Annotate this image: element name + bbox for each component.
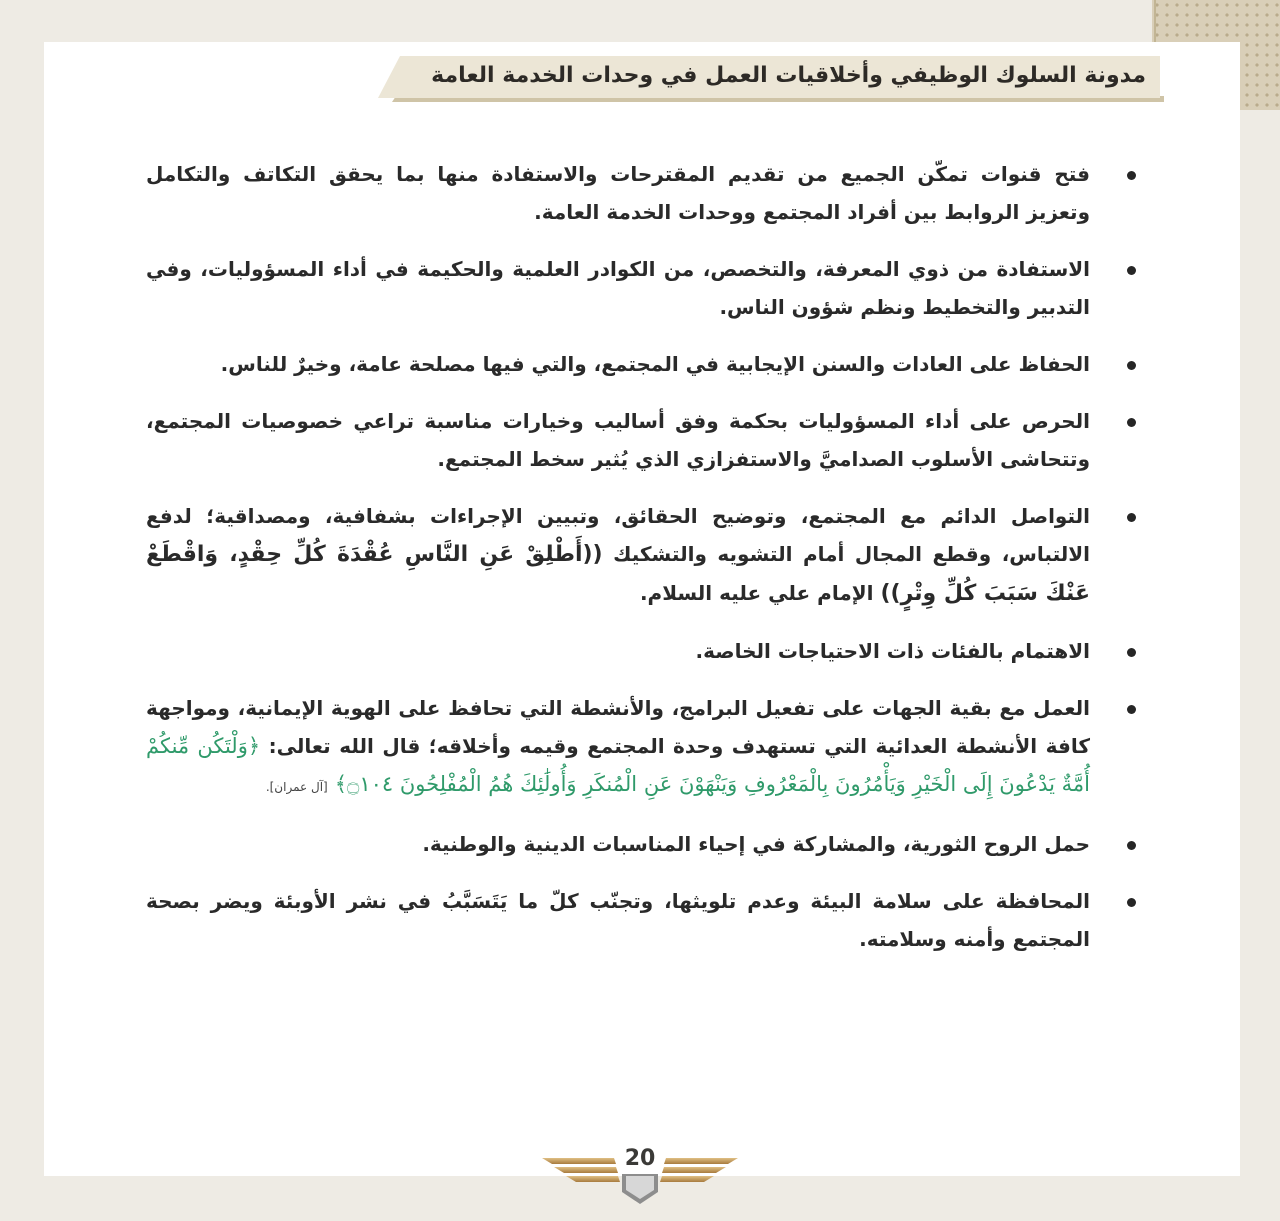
- verse-reference: [آل عمران].: [265, 780, 328, 794]
- bullet-text: الحفاظ على العادات والسنن الإيجابية في المجتمع، والتي فيها مصلحة عامة، وخيرٌ للناس.: [220, 352, 1090, 376]
- bullet-dot-icon: [1127, 898, 1136, 907]
- bullet-list: [146, 155, 1136, 977]
- bullet-item-1: [146, 155, 1136, 231]
- bullet-item-7: [146, 689, 1136, 806]
- quran-verse: ﴿وَلْتَكُن مِّنكُمْ أُمَّةٌ يَدْعُونَ إِلَى الْخَيْرِ وَيَأْمُرُونَ بِالْمَعْرُوفِ وَيَنْهَوْنَ عَنِ الْمُنكَرِ وَأُولَٰئِكَ هُمُ الْمُفْلِحُونَ ۝١٠٤﴾: [146, 734, 1090, 796]
- bullet-item-8: [146, 825, 1136, 863]
- bullet-dot-icon: [1127, 418, 1136, 427]
- page-header-title: مدونة السلوك الوظيفي وأخلاقيات العمل في وحدات الخدمة العامة: [431, 63, 1146, 88]
- bullet-dot-icon: [1127, 266, 1136, 275]
- bullet-text: الحرص على أداء المسؤوليات بحكمة وفق أساليب وخيارات مناسبة تراعي خصوصيات المجتمع، وتتحاشى الأسلوب الصداميَّ والاستفزازي الذي يُثير سخط المجتمع.: [146, 409, 1090, 471]
- quote-attribution: الإمام علي عليه السلام.: [639, 581, 874, 605]
- bullet-text: الاهتمام بالفئات ذات الاحتياجات الخاصة.: [695, 639, 1090, 663]
- bullet-text: حمل الروح الثورية، والمشاركة في إحياء المناسبات الدينية والوطنية.: [422, 832, 1090, 856]
- bullet-text: فتح قنوات تمكّن الجميع من تقديم المقترحات والاستفادة منها بما يحقق التكاتف والتكامل وتعزيز الروابط بين أفراد المجتمع ووحدات الخدمة العامة.: [146, 162, 1090, 224]
- bullet-dot-icon: [1127, 171, 1136, 180]
- bullet-dot-icon: [1127, 841, 1136, 850]
- bullet-text: التواصل الدائم مع المجتمع، وتوضيح الحقائق، وتبيين الإجراءات بشفافية، ومصداقية؛ لدفع الالتباس، وقطع المجال أمام التشويه والتشكيك: [146, 504, 1091, 566]
- bullet-item-3: [146, 345, 1136, 383]
- bullet-text: الاستفادة من ذوي المعرفة، والتخصص، من الكوادر العلمية والحكيمة في أداء المسؤوليات، وفي التدبير والتخطيط ونظم شؤون الناس.: [146, 257, 1090, 319]
- bullet-dot-icon: [1127, 705, 1136, 714]
- bullet-text: العمل مع بقية الجهات على تفعيل البرامج، والأنشطة التي تحافظ على الهوية الإيمانية، ومواجهة كافة الأنشطة العدائية التي تستهدف وحدة المجتمع وقيمه وأخلاقه؛ قال الله تعالى:: [146, 696, 1090, 758]
- bullet-item-6: [146, 632, 1136, 670]
- bullet-dot-icon: [1127, 513, 1136, 522]
- bullet-item-2: [146, 250, 1136, 326]
- bullet-dot-icon: [1127, 648, 1136, 657]
- imam-ali-quote: ((أَطْلِقْ عَنِ النَّاسِ عُقْدَةَ كُلِّ حِقْدٍ، وَاقْطَعْ عَنْكَ سَبَبَ كُلِّ وِتْرٍ)): [146, 542, 1090, 606]
- bullet-dot-icon: [1127, 361, 1136, 370]
- bullet-item-4: [146, 402, 1136, 478]
- bullet-item-5: [146, 497, 1136, 613]
- bullet-text: المحافظة على سلامة البيئة وعدم تلويثها، وتجنّب كلّ ما يَتَسَبَّبُ في نشر الأوبئة ويضر بصحة المجتمع وأمنه وسلامته.: [146, 889, 1090, 951]
- bullet-item-9: [146, 882, 1136, 958]
- page-number: 20: [624, 1146, 656, 1171]
